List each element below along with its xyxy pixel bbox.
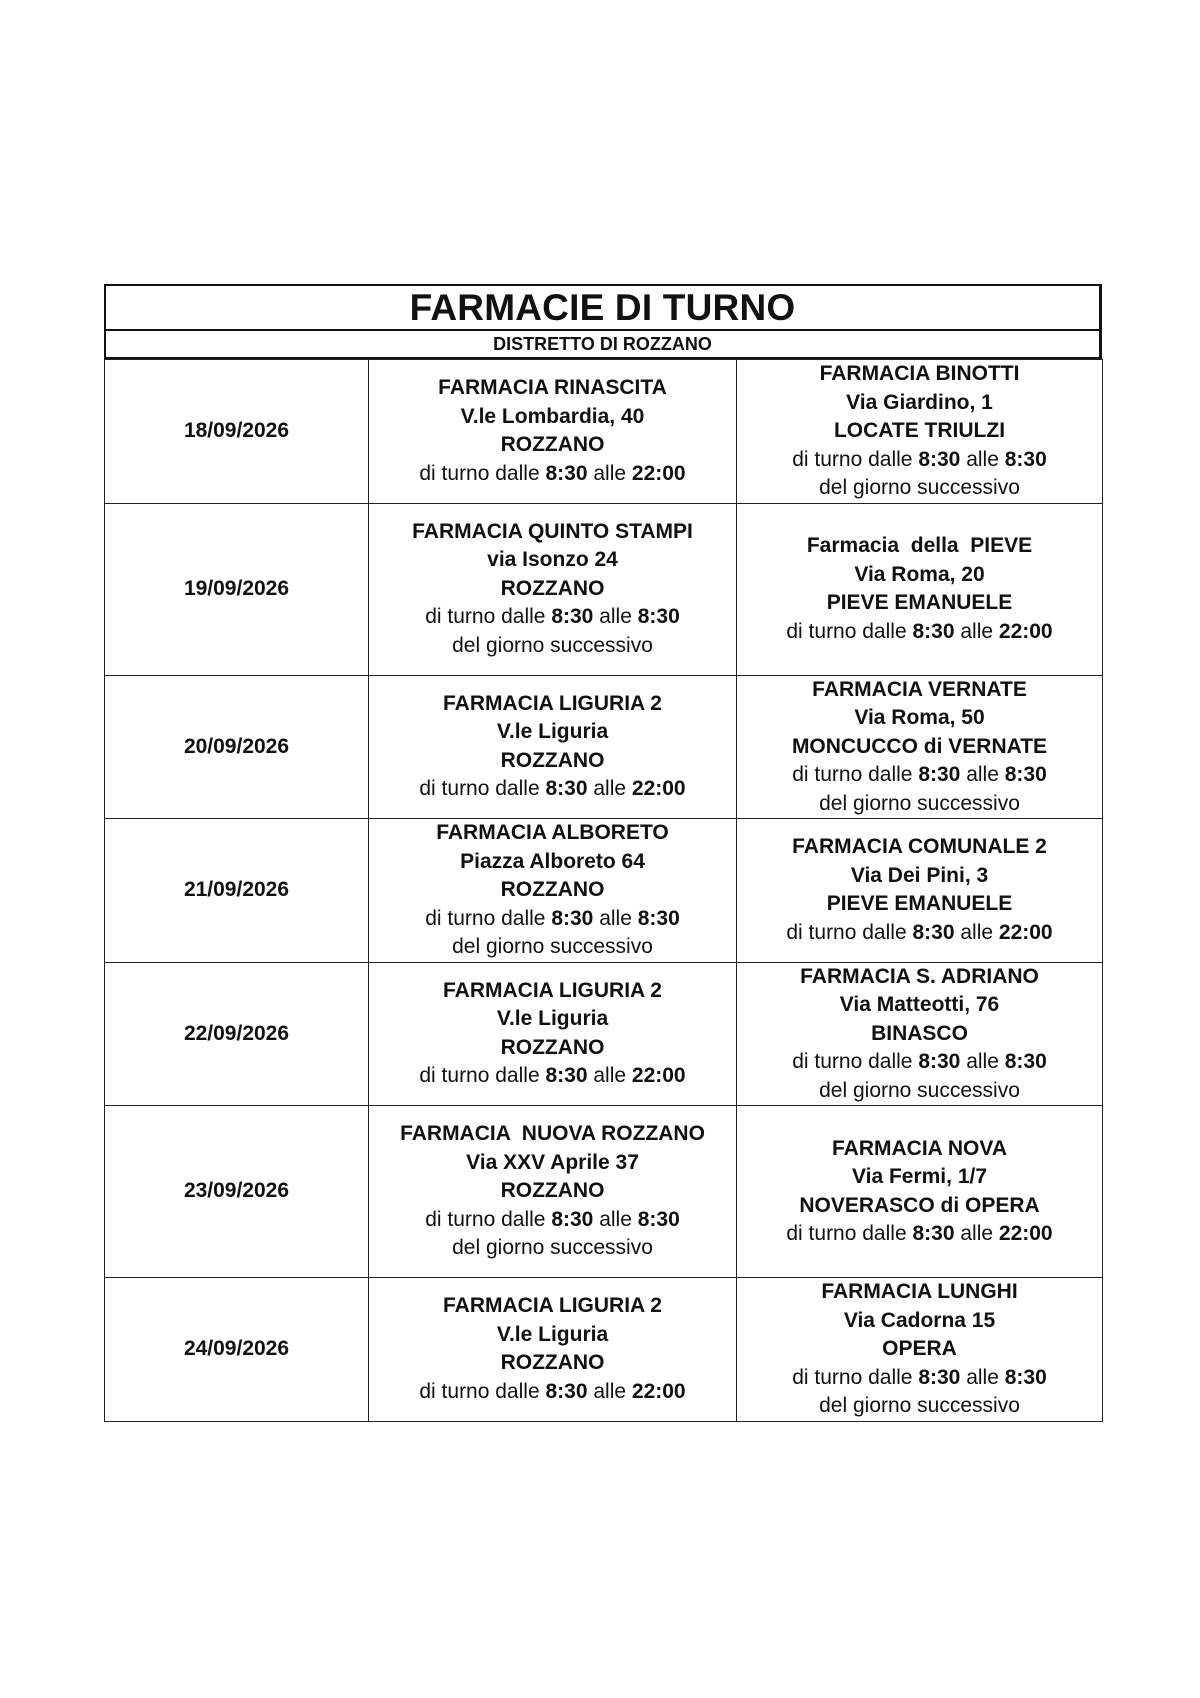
pharmacy-cell-right — [737, 1106, 1103, 1278]
pharmacy-city: PIEVE EMANUELE — [826, 892, 1013, 916]
next-day-note: del giorno successivo — [452, 935, 653, 958]
next-day-note: del giorno successivo — [452, 1236, 653, 1260]
pharmacy-city: ROZZANO — [500, 1351, 605, 1375]
pharmacy-city: ROZZANO — [500, 1179, 605, 1203]
pharmacy-city: NOVERASCO di OPERA — [799, 1193, 1040, 1217]
pharmacy-address: Via Giardino, 1 — [846, 390, 993, 414]
hours-from: 8:30 — [545, 1064, 588, 1088]
table-row — [105, 819, 1103, 963]
pharmacy-cell-right — [737, 360, 1103, 504]
hours-mid: alle — [599, 1207, 632, 1231]
hours-mid: alle — [599, 906, 632, 930]
hours-from: 8:30 — [918, 447, 961, 471]
hours-prefix: di turno dalle — [419, 1379, 540, 1403]
opening-hours — [737, 618, 1102, 647]
hours-prefix: di turno dalle — [419, 461, 540, 485]
hours-mid: alle — [960, 619, 994, 643]
pharmacy-cell-right — [737, 675, 1103, 819]
pharmacy-cell-left — [369, 819, 737, 963]
pharmacy-address: V.le Liguria — [496, 720, 609, 744]
opening-hours — [737, 761, 1102, 790]
opening-hours — [369, 460, 736, 489]
hours-from: 8:30 — [918, 763, 961, 786]
pharmacy-cell-left — [369, 1278, 737, 1422]
pharmacy-cell-left — [369, 503, 737, 675]
pharmacy-cell-right — [737, 962, 1103, 1106]
pharmacy-city: LOCATE TRIULZI — [833, 419, 1006, 442]
opening-hours — [369, 1062, 736, 1091]
date-cell: 22/09/2026 — [105, 962, 369, 1106]
pharmacy-address: V.le Lombardia, 40 — [460, 404, 645, 428]
pharmacy-address: V.le Liguria — [496, 1322, 609, 1346]
opening-hours — [737, 1048, 1102, 1077]
hours-mid: alle — [960, 920, 994, 944]
hours-to: 22:00 — [998, 1222, 1053, 1245]
pharmacy-city: ROZZANO — [500, 433, 605, 457]
schedule-body — [105, 360, 1103, 1422]
hours-to: 8:30 — [1004, 763, 1047, 786]
hours-mid: alle — [966, 763, 999, 786]
pharmacy-name: FARMACIA LIGURIA 2 — [443, 978, 662, 1002]
date-cell: 19/09/2026 — [105, 503, 369, 675]
pharmacy-cell-left — [369, 962, 737, 1106]
hours-to: 22:00 — [631, 1064, 686, 1088]
pharmacy-name: FARMACIA ALBORETO — [436, 821, 669, 844]
date-cell: 23/09/2026 — [105, 1106, 369, 1278]
hours-prefix: di turno dalle — [425, 605, 546, 629]
hours-mid: alle — [966, 447, 999, 471]
hours-from: 8:30 — [918, 1050, 961, 1073]
pharmacy-name: FARMACIA LIGURIA 2 — [443, 1294, 662, 1318]
pharmacy-city: ROZZANO — [500, 878, 605, 901]
pharmacy-name: FARMACIA RINASCITA — [438, 376, 667, 400]
hours-prefix: di turno dalle — [786, 920, 907, 944]
hours-from: 8:30 — [551, 605, 594, 629]
hours-to: 22:00 — [631, 1379, 686, 1403]
pharmacy-name: FARMACIA S. ADRIANO — [800, 964, 1039, 988]
hours-to: 8:30 — [1004, 1365, 1047, 1389]
next-day-note: del giorno successivo — [819, 476, 1020, 499]
pharmacy-address: Via Matteotti, 76 — [839, 993, 1000, 1016]
opening-hours — [369, 905, 736, 934]
table-row — [105, 1106, 1103, 1278]
hours-to: 8:30 — [637, 906, 680, 930]
pharmacy-cell-right — [737, 819, 1103, 963]
pharmacy-name: FARMACIA BINOTTI — [819, 362, 1020, 385]
hours-from: 8:30 — [912, 1222, 955, 1245]
hours-from: 8:30 — [545, 1379, 588, 1403]
hours-mid: alle — [966, 1365, 999, 1389]
pharmacy-address: Piazza Alboreto 64 — [460, 849, 645, 873]
hours-prefix: di turno dalle — [792, 1365, 913, 1389]
pharmacy-address: Via Roma, 50 — [854, 706, 985, 729]
next-day-note: del giorno successivo — [819, 1394, 1020, 1417]
pharmacy-city: MONCUCCO di VERNATE — [791, 734, 1048, 758]
date-cell: 24/09/2026 — [105, 1278, 369, 1422]
opening-hours — [737, 1220, 1102, 1249]
hours-mid: alle — [960, 1222, 994, 1245]
hours-mid: alle — [966, 1050, 999, 1073]
pharmacy-schedule — [104, 284, 1102, 1422]
hours-from: 8:30 — [545, 461, 588, 485]
pharmacy-name: Farmacia della PIEVE — [806, 534, 1033, 557]
opening-hours — [369, 603, 736, 632]
pharmacy-address: Via Dei Pini, 3 — [850, 863, 989, 887]
pharmacy-address: Via Roma, 20 — [854, 562, 985, 586]
table-row — [105, 962, 1103, 1106]
pharmacy-cell-right — [737, 503, 1103, 675]
document-title: FARMACIE DI TURNO — [104, 284, 1102, 331]
next-day-note: del giorno successivo — [819, 1078, 1020, 1102]
hours-to: 22:00 — [998, 920, 1053, 944]
date-cell: 18/09/2026 — [105, 360, 369, 504]
hours-mid: alle — [593, 1064, 627, 1088]
pharmacy-cell-left — [369, 360, 737, 504]
pharmacy-name: FARMACIA VERNATE — [812, 677, 1027, 701]
pharmacy-name: FARMACIA LUNGHI — [821, 1280, 1018, 1303]
hours-from: 8:30 — [551, 906, 594, 930]
pharmacy-name: FARMACIA NOVA — [832, 1136, 1007, 1160]
pharmacy-city: OPERA — [882, 1337, 957, 1360]
opening-hours — [737, 1364, 1102, 1393]
hours-mid: alle — [593, 1379, 627, 1403]
next-day-note: del giorno successivo — [819, 791, 1020, 815]
table-row — [105, 503, 1103, 675]
hours-from: 8:30 — [545, 777, 588, 801]
pharmacy-city: BINASCO — [871, 1021, 968, 1045]
hours-to: 8:30 — [637, 1207, 680, 1231]
pharmacy-address: Via XXV Aprile 37 — [466, 1150, 639, 1174]
hours-prefix: di turno dalle — [425, 1207, 546, 1231]
pharmacy-address: Via Cadorna 15 — [843, 1308, 996, 1332]
pharmacy-city: ROZZANO — [500, 576, 605, 600]
pharmacy-address: Via Fermi, 1/7 — [851, 1165, 988, 1188]
hours-from: 8:30 — [551, 1207, 594, 1231]
opening-hours — [737, 446, 1102, 475]
pharmacy-address: V.le Liguria — [496, 1007, 609, 1031]
hours-to: 8:30 — [1004, 447, 1047, 471]
hours-mid: alle — [593, 461, 627, 485]
hours-prefix: di turno dalle — [419, 777, 540, 801]
date-cell: 21/09/2026 — [105, 819, 369, 963]
table-row — [105, 675, 1103, 819]
pharmacy-city: ROZZANO — [500, 1035, 605, 1059]
hours-from: 8:30 — [912, 920, 955, 944]
hours-to: 8:30 — [1004, 1050, 1047, 1073]
hours-to: 22:00 — [998, 619, 1053, 643]
hours-to: 22:00 — [631, 461, 686, 485]
hours-prefix: di turno dalle — [792, 447, 913, 471]
hours-prefix: di turno dalle — [792, 763, 913, 786]
opening-hours — [369, 775, 736, 804]
pharmacy-cell-left — [369, 675, 737, 819]
pharmacy-cell-right — [737, 1278, 1103, 1422]
pharmacy-city: PIEVE EMANUELE — [826, 591, 1013, 614]
opening-hours — [737, 919, 1102, 948]
table-row — [105, 1278, 1103, 1422]
pharmacy-cell-left — [369, 1106, 737, 1278]
next-day-note: del giorno successivo — [452, 633, 653, 657]
hours-prefix: di turno dalle — [419, 1064, 540, 1088]
pharmacy-name: FARMACIA NUOVA ROZZANO — [400, 1122, 705, 1146]
date-cell: 20/09/2026 — [105, 675, 369, 819]
hours-prefix: di turno dalle — [425, 906, 546, 930]
hours-mid: alle — [593, 777, 627, 801]
pharmacy-name: FARMACIA LIGURIA 2 — [443, 691, 662, 715]
hours-prefix: di turno dalle — [786, 619, 907, 643]
pharmacy-name: FARMACIA COMUNALE 2 — [792, 835, 1047, 859]
opening-hours — [369, 1206, 736, 1235]
pharmacy-name: FARMACIA QUINTO STAMPI — [412, 519, 693, 543]
pharmacy-address: via Isonzo 24 — [487, 548, 618, 572]
table-row — [105, 360, 1103, 504]
hours-to: 8:30 — [637, 605, 680, 629]
hours-from: 8:30 — [918, 1365, 961, 1389]
hours-prefix: di turno dalle — [786, 1222, 907, 1245]
hours-prefix: di turno dalle — [792, 1050, 913, 1073]
hours-to: 22:00 — [631, 777, 686, 801]
schedule-table — [104, 359, 1103, 1422]
district-subtitle: DISTRETTO DI ROZZANO — [104, 331, 1102, 359]
hours-from: 8:30 — [912, 619, 955, 643]
opening-hours — [369, 1378, 736, 1407]
pharmacy-city: ROZZANO — [500, 748, 605, 772]
hours-mid: alle — [599, 605, 632, 629]
